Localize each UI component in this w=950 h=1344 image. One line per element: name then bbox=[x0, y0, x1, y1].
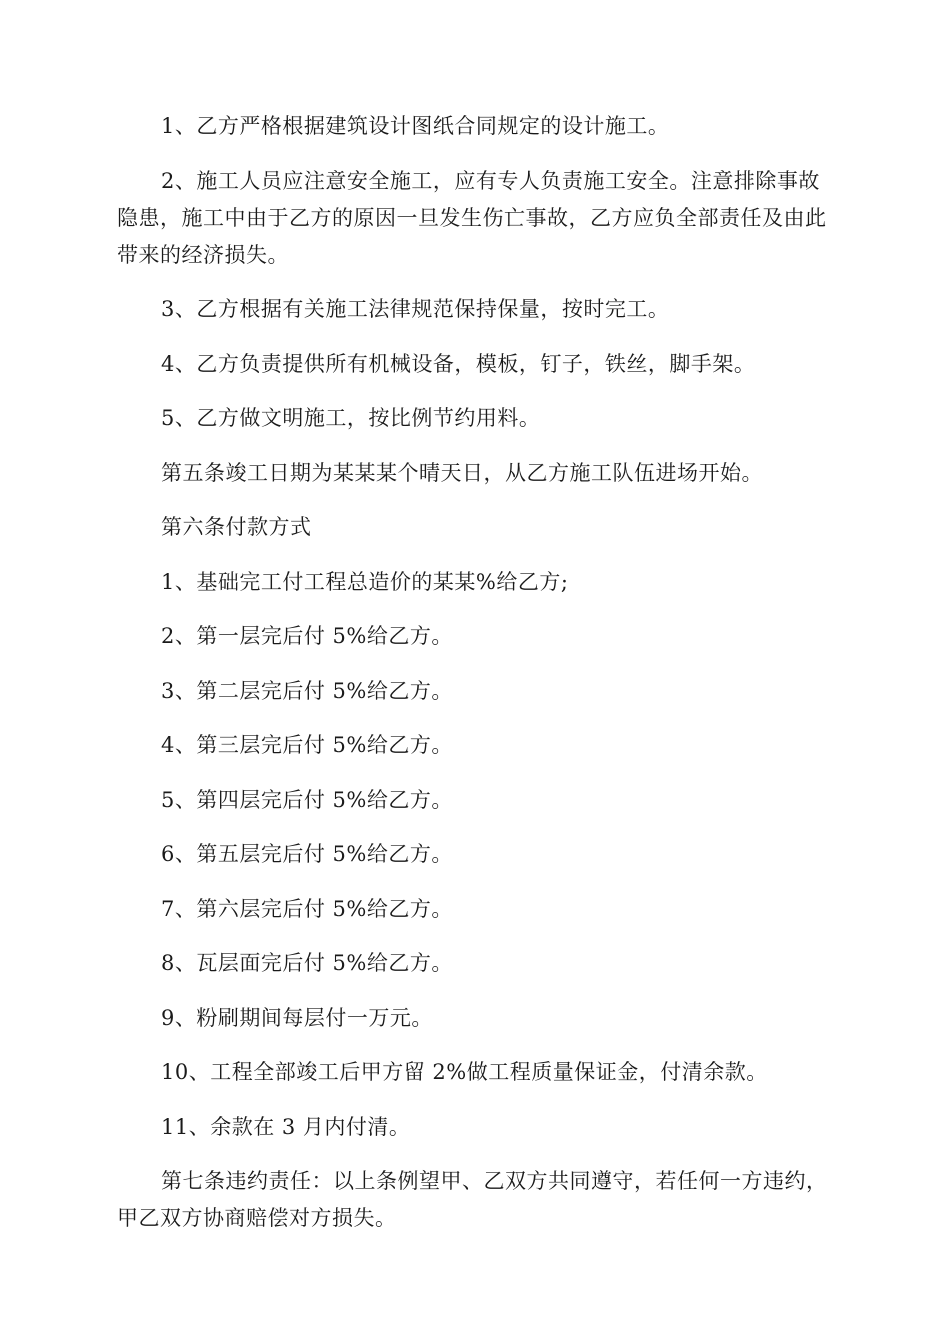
paragraph-payment-1: 1、基础完工付工程总造价的某某%给乙方; bbox=[161, 569, 569, 594]
paragraph-clause-1: 1、乙方严格根据建筑设计图纸合同规定的设计施工。 bbox=[161, 114, 670, 138]
paragraph-clause-3: 3、乙方根据有关施工法律规范保持保量，按时完工。 bbox=[161, 297, 670, 321]
paragraph-payment-2: 2、第一层完后付 5%给乙方。 bbox=[161, 624, 453, 648]
paragraph-clause-2: 2、施工人员应注意安全施工，应有专人负责施工安全。注意排除事故隐患，施工中由于乙方的原因一旦发生伤亡事故，乙方应负全部责任及由此带来的经济损失。 bbox=[117, 168, 827, 267]
paragraph-payment-7: 7、第六层完后付 5%给乙方。 bbox=[161, 896, 453, 921]
paragraph-payment-11: 11、余款在 3 月内付清。 bbox=[161, 1114, 411, 1139]
paragraph-payment-10: 10、工程全部竣工后甲方留 2%做工程质量保证金，付清余款。 bbox=[161, 1060, 768, 1084]
paragraph-payment-5: 5、第四层完后付 5%给乙方。 bbox=[161, 787, 453, 812]
paragraph-clause-5: 5、乙方做文明施工，按比例节约用料。 bbox=[161, 406, 541, 430]
paragraph-article-6-heading: 第六条付款方式 bbox=[161, 515, 312, 539]
paragraph-clause-4: 4、乙方负责提供所有机械设备，模板，钉子，铁丝，脚手架。 bbox=[161, 351, 756, 376]
paragraph-article-5: 第五条竣工日期为某某某个晴天日，从乙方施工队伍进场开始。 bbox=[161, 460, 763, 485]
paragraph-payment-8: 8、瓦层面完后付 5%给乙方。 bbox=[161, 951, 453, 975]
paragraph-payment-9: 9、粉刷期间每层付一万元。 bbox=[161, 1005, 433, 1030]
paragraph-payment-3: 3、第二层完后付 5%给乙方。 bbox=[161, 678, 453, 703]
paragraph-payment-6: 6、第五层完后付 5%给乙方。 bbox=[161, 842, 453, 866]
paragraph-article-7: 第七条违约责任：以上条例望甲、乙双方共同遵守，若任何一方违约，甲乙双方协商赔偿对方损失。 bbox=[117, 1169, 828, 1230]
paragraph-payment-4: 4、第三层完后付 5%给乙方。 bbox=[161, 733, 453, 757]
document-body bbox=[117, 108, 837, 1255]
